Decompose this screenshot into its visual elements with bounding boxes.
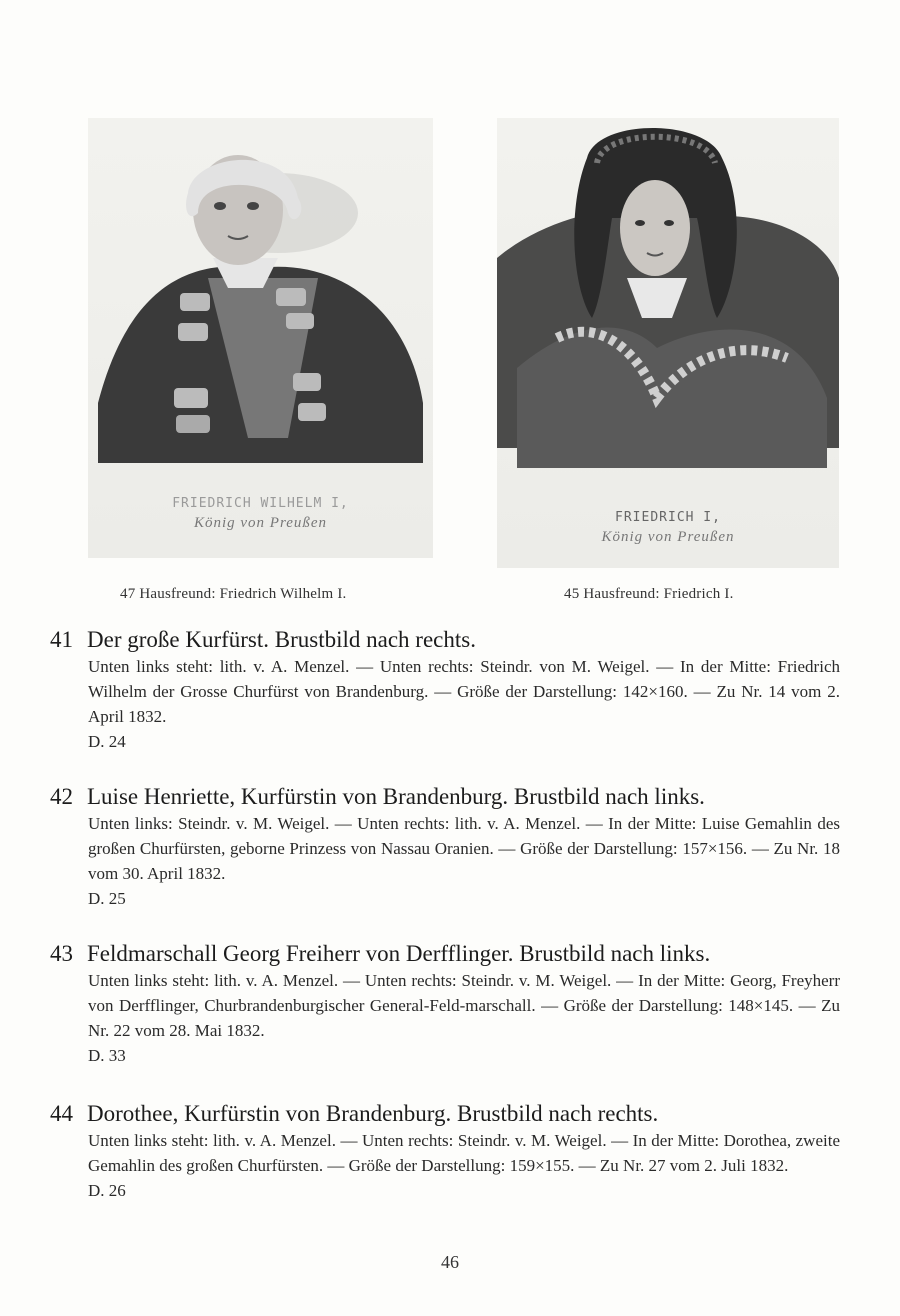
plate-inscription-name: FRIEDRICH I, xyxy=(615,510,721,525)
portrait-friedrich-i-illustration xyxy=(497,118,839,498)
entry-number: 44 xyxy=(50,1101,73,1126)
entry-title: Luise Henriette, Kurfürstin von Brandenburg. Brustbild nach links. xyxy=(87,784,705,809)
plate-inscription-name: FRIEDRICH WILHELM I, xyxy=(172,496,349,511)
entry-description: Unten links steht: lith. v. A. Menzel. — Unten rechts: Steindr. v. M. Weigel. — In der Mitte: Georg, Freyherr von Derfflinger, Churbrandenburgischer General-Feld-marschall. — Größe der Darstellung: 148×145. — Zu Nr. 22 vom 28. Mai 1832. xyxy=(88,971,840,1040)
entry-reference: D. 24 xyxy=(88,732,126,751)
plate-inscription xyxy=(88,496,433,532)
entry-number: 43 xyxy=(50,941,73,966)
entry-heading xyxy=(50,940,850,968)
portrait-plate-friedrich-i xyxy=(497,118,839,568)
entry-description: Unten links: Steindr. v. M. Weigel. — Unten rechts: lith. v. A. Menzel. — In der Mitte: Luise Gemahlin des großen Churfürsten, geborne Prinzess von Nassau Oranien. — Größe der Darstellung: 157×156. — Zu Nr. 18 vom 30. April 1832. xyxy=(88,814,840,883)
portrait-plate-friedrich-wilhelm xyxy=(88,118,433,558)
entry-heading xyxy=(50,626,850,654)
entry-title: Der große Kurfürst. Brustbild nach rechts. xyxy=(87,627,476,652)
catalogue-entry-41 xyxy=(50,626,850,754)
portrait-friedrich-wilhelm-illustration xyxy=(88,118,433,488)
figure-caption-right: 45 Hausfreund: Friedrich I. xyxy=(564,586,734,602)
entry-title: Feldmarschall Georg Freiherr von Derfflinger. Brustbild nach links. xyxy=(87,941,711,966)
entry-reference: D. 33 xyxy=(88,1046,126,1065)
plate-inscription-subtitle: König von Preußen xyxy=(601,529,735,545)
catalogue-entry-42 xyxy=(50,783,850,911)
page-number: 46 xyxy=(441,1252,459,1272)
entry-title: Dorothee, Kurfürstin von Brandenburg. Brustbild nach rechts. xyxy=(87,1101,659,1126)
entry-reference: D. 25 xyxy=(88,889,126,908)
entry-description: Unten links steht: lith. v. A. Menzel. — Unten rechts: Steindr. von M. Weigel. — In der Mitte: Friedrich Wilhelm der Grosse Churfürst von Brandenburg. — Größe der Darstellung: 142×160. — Zu Nr. 14 vom 2. April 1832. xyxy=(88,657,840,726)
entry-heading xyxy=(50,783,850,811)
entry-number: 42 xyxy=(50,784,73,809)
entry-reference: D. 26 xyxy=(88,1181,126,1200)
entry-number: 41 xyxy=(50,627,73,652)
plate-inscription xyxy=(497,510,839,546)
catalogue-entry-43 xyxy=(50,940,850,1068)
plate-inscription-subtitle: König von Preußen xyxy=(193,515,328,531)
catalogue-entry-44 xyxy=(50,1100,850,1203)
figure-caption-left: 47 Hausfreund: Friedrich Wilhelm I. xyxy=(120,586,347,602)
entry-description: Unten links steht: lith. v. A. Menzel. — Unten rechts: Steindr. v. M. Weigel. — In der Mitte: Dorothea, zweite Gemahlin des großen Churfürsten. — Größe der Darstellung: 159×155. — Zu Nr. 27 vom 2. Juli 1832. xyxy=(88,1131,840,1175)
entry-heading xyxy=(50,1100,850,1128)
